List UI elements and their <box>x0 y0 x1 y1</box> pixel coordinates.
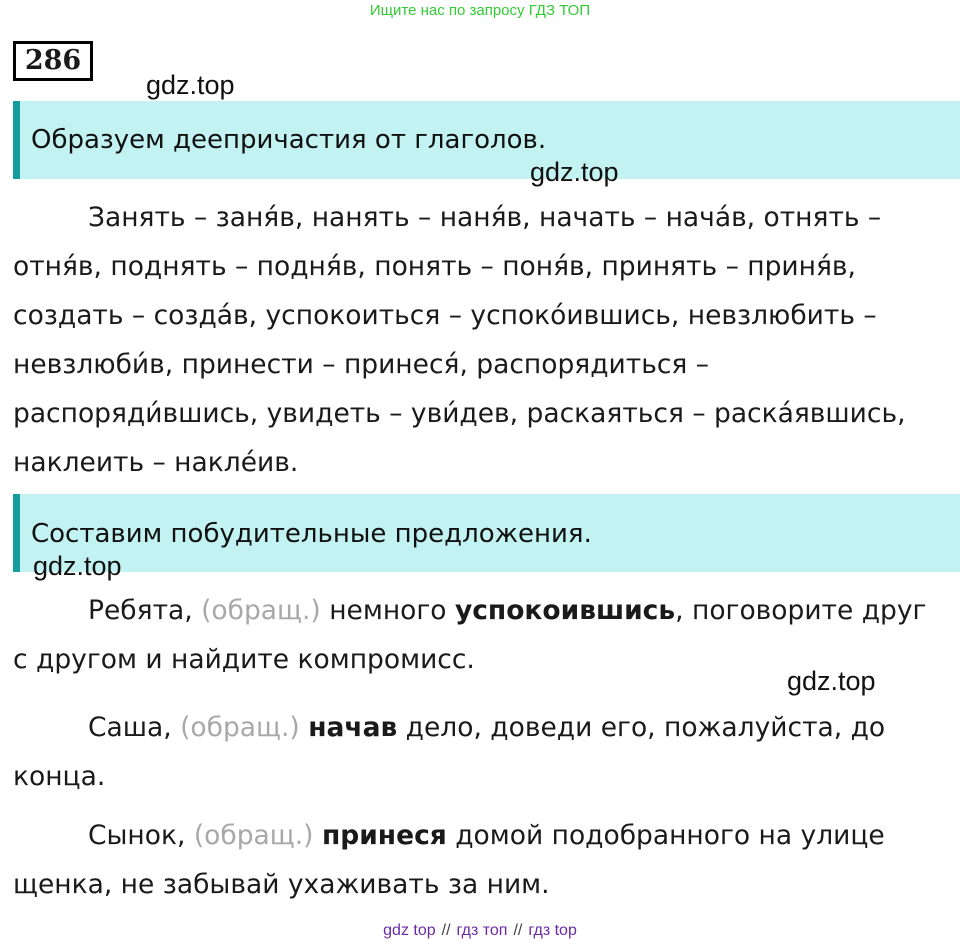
sentence-paragraph <box>13 703 948 801</box>
participle-bold: начав <box>308 712 398 743</box>
task-number: 286 <box>13 41 93 81</box>
sentence-middle <box>300 712 308 743</box>
sentence-start: Сынок, <box>88 820 194 851</box>
search-banner: Ищите нас по запросу ГДЗ ТОП <box>369 2 591 19</box>
sentence-middle <box>314 820 322 851</box>
footer-separator: // <box>513 922 523 939</box>
section-heading-sentences <box>13 494 960 572</box>
participle-bold: принеся <box>321 820 447 851</box>
address-note: (обращ.) <box>201 595 321 626</box>
sentence-start: Ребята, <box>88 595 202 626</box>
watermark: gdz.top <box>33 551 122 581</box>
address-note: (обращ.) <box>193 820 314 851</box>
sentence-middle: немного <box>320 595 455 626</box>
footer-link[interactable]: gdz top <box>383 922 436 939</box>
footer-separator: // <box>441 922 451 939</box>
heading-accent-bar <box>13 494 20 572</box>
sentence-end: , поговорите друг с другом и найдите компромисс. <box>13 595 927 675</box>
participle-bold: успокоившись <box>454 595 676 626</box>
footer-links <box>0 922 960 940</box>
watermark: gdz.top <box>146 70 235 100</box>
section-heading-participles <box>13 101 960 179</box>
heading-accent-bar <box>13 101 20 179</box>
watermark: gdz.top <box>787 666 876 696</box>
sentence-paragraph <box>13 811 948 909</box>
heading-text: Образуем деепричастия от глаголов. <box>31 125 547 155</box>
sentence-start: Саша, <box>88 712 181 743</box>
footer-link[interactable]: гдз топ <box>456 922 508 939</box>
heading-text: Составим побудительные предложения. <box>31 519 592 549</box>
footer-link[interactable]: гдз top <box>528 922 577 939</box>
address-note: (обращ.) <box>180 712 300 743</box>
watermark: gdz.top <box>530 157 619 187</box>
sentence-end: домой подобранного на улице щенка, не забывай ухаживать за ним. <box>13 820 885 900</box>
participles-paragraph: Занять – заня́в, нанять – наня́в, начать – нача́в, отнять – отня́в, поднять – подня́в, понять – поня́в, принять – приня́в, создать – созда́в, успокоиться – успоко́ившись, невзлюбить – невзлюби́в, принести – принеся́, распорядиться – распоряди́вшись, увидеть – уви́дев, раскаяться – раска́явшись, наклеить – накле́ив. <box>13 202 906 478</box>
sentence-end: дело, доведи его, пожалуйста, до конца. <box>13 712 886 792</box>
